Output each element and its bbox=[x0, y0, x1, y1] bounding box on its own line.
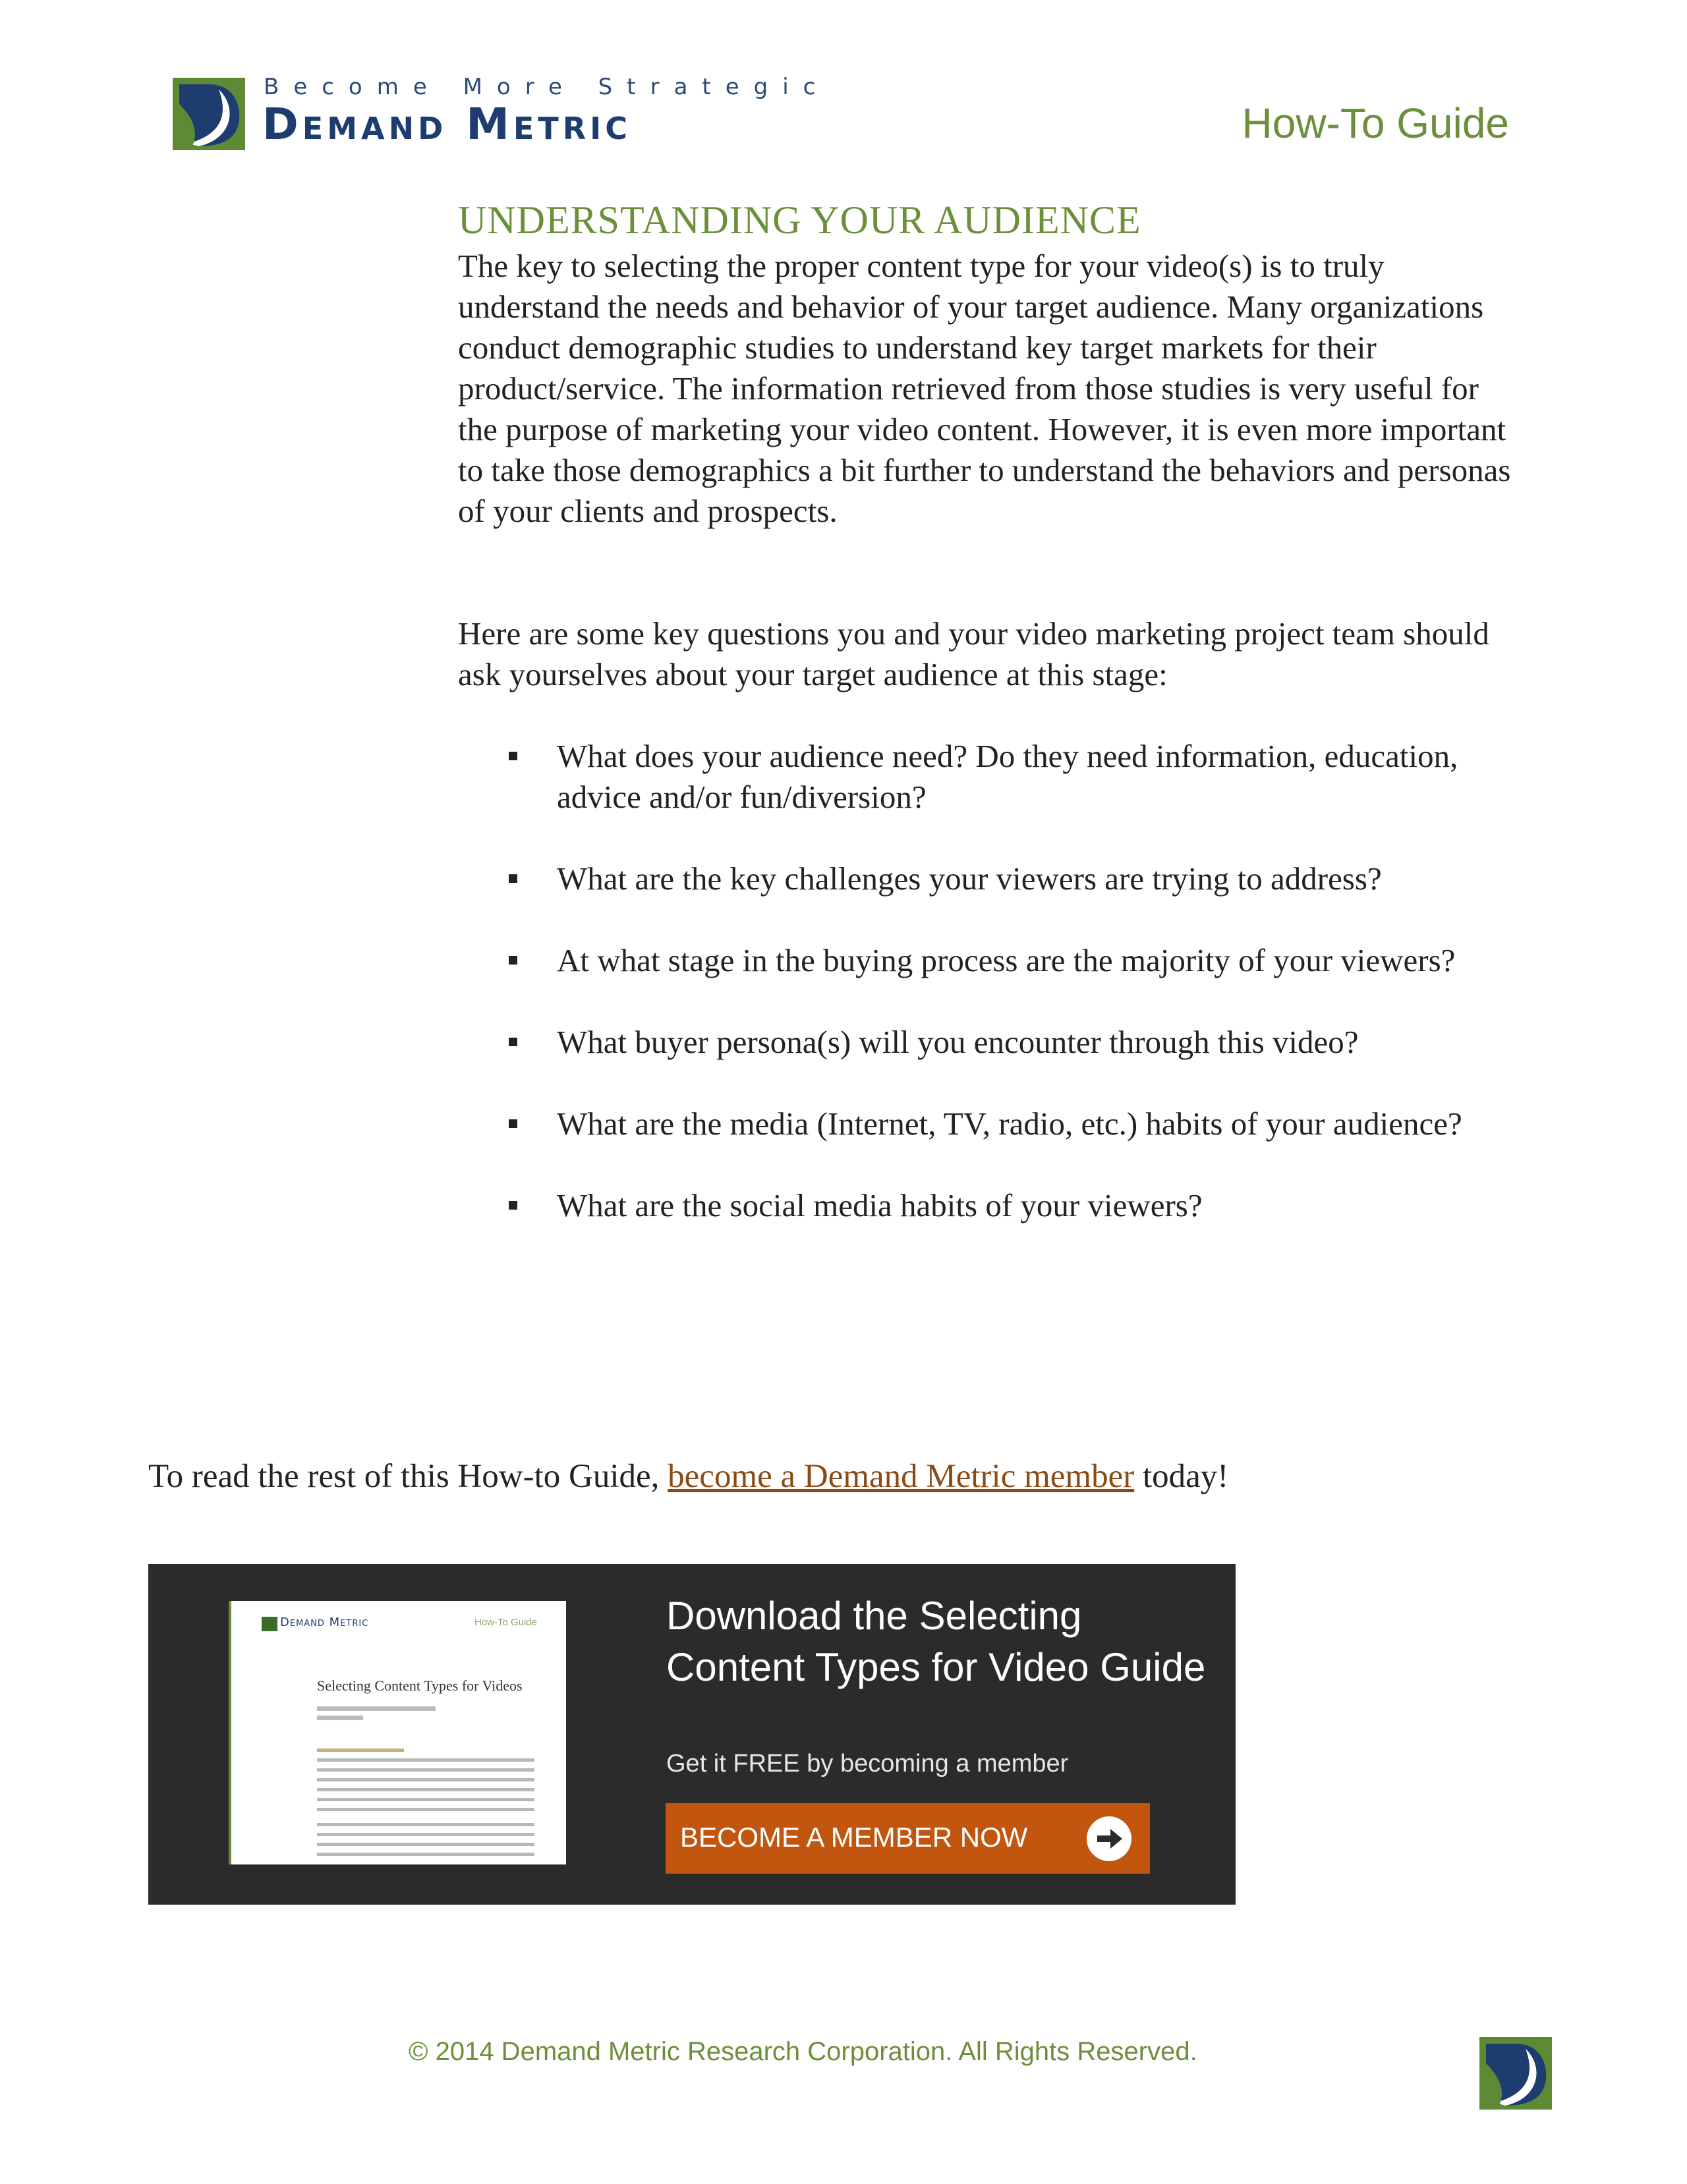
bullet-icon bbox=[509, 1201, 517, 1210]
thumbnail-doc-type: How-To Guide bbox=[474, 1617, 537, 1628]
guide-thumbnail bbox=[229, 1601, 566, 1864]
bullet-icon bbox=[509, 1038, 517, 1046]
bullet-icon bbox=[509, 752, 517, 760]
thumbnail-title: Selecting Content Types for Videos bbox=[317, 1677, 523, 1694]
list-item bbox=[501, 1104, 1509, 1144]
membership-cta bbox=[148, 1456, 1228, 1497]
thumbnail-logo-icon bbox=[262, 1617, 277, 1631]
thumbnail-byline bbox=[317, 1706, 436, 1711]
questions-intro-paragraph: Here are some key questions you and your video marketing project team should ask yourselves about your target audience at this stage: bbox=[458, 615, 1489, 692]
download-banner bbox=[148, 1564, 1236, 1905]
bullet-icon bbox=[509, 956, 517, 965]
cta-prefix: To read the rest of this How-to Guide, bbox=[148, 1458, 668, 1495]
list-item-text: What buyer persona(s) will you encounter through this video? bbox=[557, 1024, 1359, 1060]
banner-subheading: Get it FREE by becoming a member bbox=[666, 1750, 1069, 1778]
intro-paragraph: The key to selecting the proper content type for your video(s) is to truly understand the needs and behavior of your target audience. Many organizations conduct demographic studies to understand key target markets for their product/service. The information retrieved from those studies is very useful for the purpose of marketing your video content. However, it is even more important to take those demographics a bit further to understand the behaviors and personas of your clients and prospects. bbox=[458, 248, 1511, 529]
list-item bbox=[501, 858, 1509, 899]
list-item bbox=[501, 1185, 1509, 1226]
list-item-text: What are the key challenges your viewers are trying to address? bbox=[557, 860, 1382, 897]
bullet-icon bbox=[509, 1119, 517, 1128]
thumbnail-body-text bbox=[317, 1749, 534, 1862]
thumbnail-date bbox=[317, 1716, 363, 1720]
list-item bbox=[501, 940, 1509, 981]
document-type-label: How-To Guide bbox=[1242, 99, 1509, 147]
become-member-button-label: BECOME A MEMBER NOW bbox=[680, 1822, 1028, 1853]
brand-name: Demand Metric bbox=[262, 99, 632, 150]
demand-metric-logo-icon bbox=[1479, 2037, 1552, 2110]
list-item-text: What are the social media habits of your viewers? bbox=[557, 1187, 1203, 1223]
arrow-right-circle-icon bbox=[1085, 1815, 1133, 1862]
cta-suffix: today! bbox=[1134, 1458, 1229, 1495]
become-member-button[interactable] bbox=[666, 1803, 1150, 1874]
list-item bbox=[501, 1022, 1509, 1063]
thumbnail-brand: Demand Metric bbox=[280, 1615, 369, 1629]
list-item-text: At what stage in the buying process are the majority of your viewers? bbox=[557, 942, 1456, 978]
list-item bbox=[501, 736, 1509, 818]
question-list bbox=[501, 736, 1509, 1267]
bullet-icon bbox=[509, 874, 517, 883]
become-member-link[interactable]: become a Demand Metric member bbox=[668, 1458, 1135, 1495]
banner-heading: Download the Selecting Content Types for Video Guide bbox=[666, 1594, 1206, 1689]
demand-metric-logo-icon bbox=[173, 78, 245, 150]
list-item-text: What are the media (Internet, TV, radio, etc.) habits of your audience? bbox=[557, 1106, 1462, 1142]
brand-tagline: Become More Strategic bbox=[264, 74, 830, 100]
list-item-text: What does your audience need? Do they need information, education, advice and/or fun/diversion? bbox=[557, 738, 1458, 815]
section-title: UNDERSTANDING YOUR AUDIENCE bbox=[458, 198, 1141, 242]
copyright-notice: © 2014 Demand Metric Research Corporation. All Rights Reserved. bbox=[409, 2037, 1197, 2066]
